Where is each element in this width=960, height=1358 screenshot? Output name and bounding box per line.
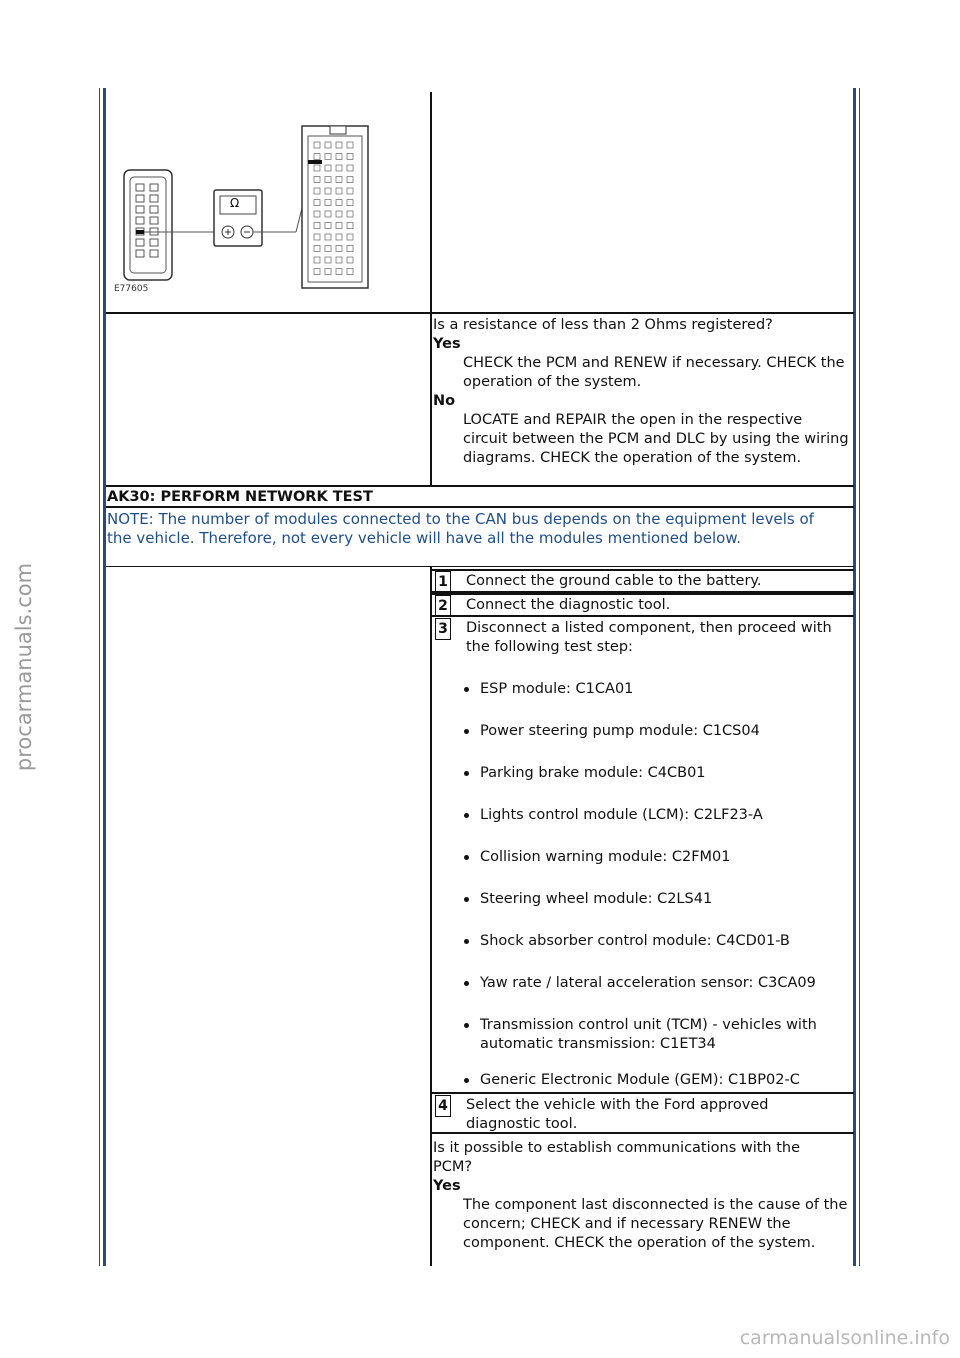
list-item: Power steering pump module: C1CS04 [462, 722, 854, 741]
list-item: Collision warning module: C2FM01 [462, 848, 854, 867]
row-line [431, 1132, 854, 1134]
connector-pin [314, 142, 320, 148]
row-line [431, 569, 854, 571]
connector-pin [314, 269, 320, 275]
connector-pin [325, 223, 331, 229]
question1-no-text: LOCATE and REPAIR the open in the respective circuit between the PCM and DLC by using the wiring diagrams. CHECK the operation of the system. [463, 412, 849, 466]
list-item: Lights control module (LCM): C2LF23-A [462, 806, 854, 825]
connector-pin [325, 142, 331, 148]
step-text: Connect the diagnostic tool. [466, 597, 671, 613]
list-item: Parking brake module: C4CB01 [462, 764, 854, 783]
connector-pin [347, 211, 353, 217]
list-item: Steering wheel module: C2LS41 [462, 890, 854, 909]
connector-pin [314, 200, 320, 206]
connector-pin [336, 154, 342, 160]
column-divider-bottom [430, 566, 432, 1266]
connector-pin [325, 234, 331, 240]
step-number: 3 [435, 618, 451, 640]
question2-yes-label: Yes [433, 1178, 461, 1194]
connector-pin [336, 177, 342, 183]
connector-pin [347, 165, 353, 171]
column-divider-top [430, 92, 432, 486]
connector-pin [347, 188, 353, 194]
section-title: AK30: PERFORM NETWORK TEST [107, 489, 373, 505]
connector-pin [325, 246, 331, 252]
step-text: Disconnect a listed component, then proceed with the following test step: [466, 620, 832, 655]
connector-pin [347, 257, 353, 263]
row-line [106, 485, 854, 487]
connector-pin [314, 234, 320, 240]
row-line [431, 1092, 854, 1094]
connector-pin [314, 211, 320, 217]
list-item: Generic Electronic Module (GEM): C1BP02-C [462, 1071, 854, 1090]
connector-pin [325, 200, 331, 206]
connector-pin [336, 165, 342, 171]
connector-pin [347, 234, 353, 240]
connector-pin [325, 257, 331, 263]
connector-pin [336, 246, 342, 252]
list-item: Shock absorber control module: C4CD01-B [462, 932, 854, 951]
list-item: Transmission control unit (TCM) - vehicles with automatic transmission: C1ET34 [462, 1016, 854, 1054]
component-list [462, 680, 854, 1090]
step-number: 2 [435, 595, 451, 617]
connector-pin [347, 177, 353, 183]
connector-pin [347, 154, 353, 160]
question1-yes-text: CHECK the PCM and RENEW if necessary. CHECK the operation of the system. [463, 355, 845, 390]
figure-label: E77605 [114, 284, 149, 294]
connector-pin [336, 257, 342, 263]
ohm-symbol: Ω [230, 196, 240, 210]
step-text: Connect the ground cable to the battery. [466, 573, 762, 589]
connector-pin [336, 211, 342, 217]
connector-pin [347, 223, 353, 229]
watermark-left-text: procarmanuals.com [12, 562, 36, 772]
connector-pin [314, 165, 320, 171]
connector-pin [347, 269, 353, 275]
connector-pin [325, 188, 331, 194]
list-item: ESP module: C1CA01 [462, 680, 854, 699]
left-border-thin [99, 88, 100, 1266]
watermark-left [6, 560, 36, 780]
row-line [106, 506, 854, 508]
connector-pin [325, 154, 331, 160]
connector-pin [336, 142, 342, 148]
connector-pin [314, 223, 320, 229]
connector-pin [314, 257, 320, 263]
connector-pin [336, 269, 342, 275]
connector-pin [325, 211, 331, 217]
question2-yes-text: The component last disconnected is the cause of the concern; CHECK and if necessary RENEW the component. CHECK the operation of the system. [463, 1197, 848, 1251]
question1-yes-label: Yes [433, 336, 461, 352]
connector-pin [314, 188, 320, 194]
connector-pin [325, 165, 331, 171]
connector-pin [347, 246, 353, 252]
row-line [431, 615, 854, 617]
step-number: 1 [435, 571, 451, 593]
connector-pin [314, 154, 320, 160]
row-line [431, 593, 854, 595]
list-item: Yaw rate / lateral acceleration sensor: C3CA09 [462, 974, 854, 993]
step-text: Select the vehicle with the Ford approved diagnostic tool. [466, 1097, 769, 1132]
connector-pin [336, 188, 342, 194]
question2-text: Is it possible to establish communications with the PCM? [433, 1140, 801, 1175]
section-note: NOTE: The number of modules connected to the CAN bus depends on the equipment levels of the vehicle. Therefore, not every vehicle will have all the modules mentioned below. [107, 510, 814, 547]
right-border-thin [859, 88, 860, 1266]
figure-cell [106, 92, 430, 312]
watermark-bottom: carmanualsonline.info [739, 1327, 950, 1349]
connector-pin [325, 269, 331, 275]
row-line [106, 312, 854, 314]
row-line [106, 566, 854, 567]
connector-pin [314, 246, 320, 252]
connector-pin [336, 200, 342, 206]
question1-text: Is a resistance of less than 2 Ohms registered? [433, 317, 773, 333]
question1-no-label: No [433, 393, 456, 409]
connector-pin [347, 200, 353, 206]
connector-diagram [106, 92, 430, 312]
connector-pin [325, 177, 331, 183]
connector-pin [347, 142, 353, 148]
step-number: 4 [435, 1095, 451, 1117]
question1-block [433, 316, 851, 468]
connector-pin [336, 234, 342, 240]
question2-block [433, 1139, 848, 1253]
connector-pin [314, 177, 320, 183]
connector-pin [336, 223, 342, 229]
